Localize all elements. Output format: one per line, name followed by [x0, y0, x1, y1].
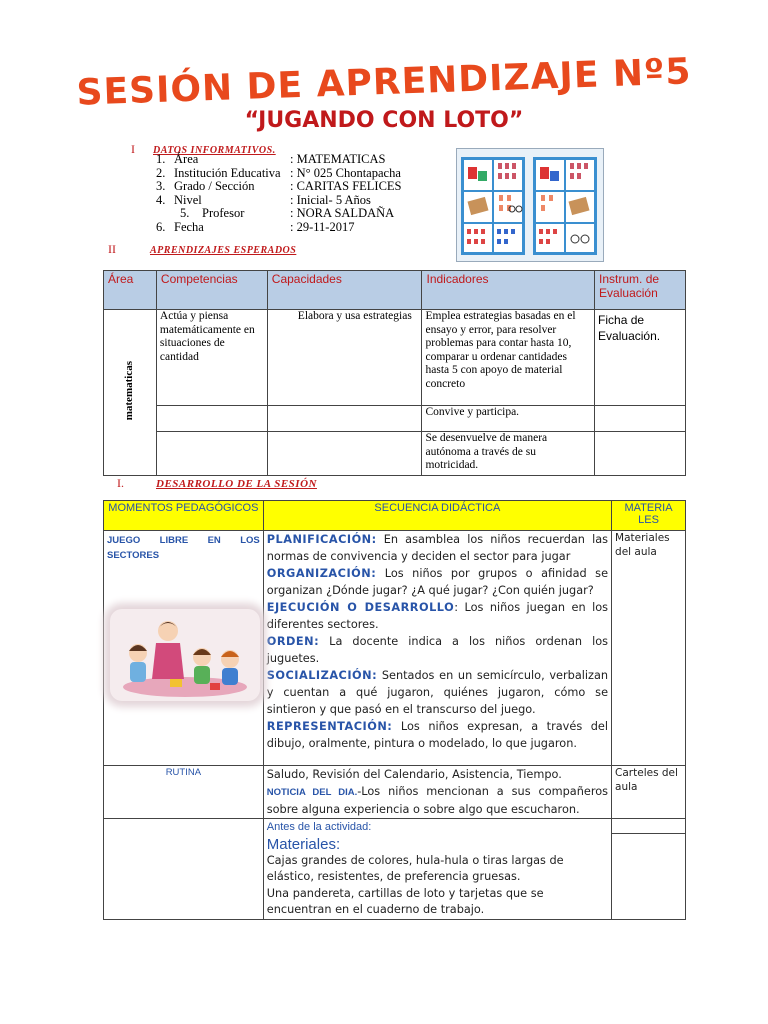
section-3-heading: I. DESARROLLO DE LA SESIÓN: [117, 476, 317, 490]
area-value: matematicas: [123, 360, 136, 420]
children-playing-icon: [110, 609, 260, 701]
info-row: 2. Institución Educativa : N° 025 Chontapacha: [156, 165, 401, 180]
header-capacidades: Capacidades: [267, 271, 422, 310]
antes-label: Antes de la actividad:: [266, 821, 372, 833]
header-momentos: MOMENTOS PEDAGÓGICOS: [104, 501, 264, 531]
loto-grid-icon: [457, 149, 603, 261]
materiales-juego-libre: Materiales del aula: [612, 531, 686, 766]
momento-juego-libre: JUEGO LIBRE EN LOS SECTORES: [107, 535, 260, 561]
step-orden: ORDEN: La docente indica a los niños ordenan los juguetes.: [266, 635, 609, 665]
secuencia-juego-libre: [263, 531, 611, 766]
instrumento-cell: Ficha de Evaluación.: [595, 310, 686, 406]
secuencia-rutina: Saludo, Revisión del Calendario, Asistencia, Tiempo. NOTICIA DEL DIA.-Los niños mencionan a sus compañeros sobre alguna experiencia o sobre algo que escucharon.: [263, 766, 611, 819]
info-row: 4. Nivel : Inicial- 5 Años: [156, 192, 371, 207]
materiales-title: Materiales:: [266, 835, 341, 853]
capacidad-cell: Elabora y usa estrategias: [267, 310, 422, 406]
materiales-item: Cajas grandes de colores, hula-hula o tiras largas de elástico, resistentes, de preferencia gruesas.: [266, 853, 564, 883]
indicador-cell: Convive y participa.: [422, 406, 595, 432]
header-secuencia: SECUENCIA DIDÁCTICA: [263, 501, 611, 531]
info-row: 3. Grado / Sección : CARITAS FELICES: [156, 179, 402, 194]
section-2-heading: II APRENDIZAJES ESPERADOS: [108, 242, 297, 256]
header-area: Área: [104, 271, 157, 310]
step-socializacion: SOCIALIZACIÓN: Sentados en un semicírculo, verbalizan y cuentan a qué jugaron, quiénes jugaron, cómo se sintieron y que pasó en el transcurso del juego.: [266, 669, 609, 716]
indicador-cell: Emplea estrategias basadas en el ensayo y error, para resolver problemas para contar hasta 10, comparar u ordenar cantidades hasta 5 con apoyo de material concreto: [422, 310, 595, 406]
info-row: 5. Profesor : NORA SALDAÑA: [180, 206, 395, 221]
header-instrumento: Instrum. de Evaluación: [595, 271, 686, 310]
section-1-heading: I DATOS INFORMATIVOS.: [131, 142, 276, 156]
info-list: [156, 153, 456, 235]
learning-table: [103, 270, 686, 476]
session-subtitle: “JUGANDO CON LOTO”: [244, 108, 524, 133]
session-table: [103, 500, 686, 920]
header-materiales: MATERIA LES: [612, 501, 686, 531]
header-indicadores: Indicadores: [422, 271, 595, 310]
children-illustration: [110, 609, 260, 701]
info-row: 6. Fecha : 29-11-2017: [156, 219, 355, 234]
step-representacion: REPRESENTACIÓN: Los niños expresan, a través del dibujo, oralmente, pintura o modelado, lo que jugaron.: [266, 720, 609, 750]
info-row: 1. Área : MATEMATICAS: [156, 152, 386, 166]
step-organizacion: ORGANIZACIÓN: Los niños por grupos o afinidad se organizan ¿Dónde jugar? ¿A qué jugar? ¿Con quién jugar?: [266, 567, 609, 597]
step-ejecucion: EJECUCIÓN O DESARROLLO: Los niños juegan en los diferentes sectores.: [266, 601, 609, 631]
momento-rutina: RUTINA: [165, 767, 202, 778]
materiales-item: Una pandereta, cartillas de loto y tarjetas que se encuentran en el cuaderno de trabajo.: [266, 886, 544, 916]
competencia-cell: Actúa y piensa matemáticamente en situaciones de cantidad: [156, 310, 267, 406]
header-competencias: Competencias: [156, 271, 267, 310]
step-planificacion: PLANIFICACIÓN: En asamblea los niños recuerdan las normas de convivencia y deciden el sector para jugar: [266, 533, 609, 563]
indicador-cell: Se desenvuelve de manera autónoma a través de su motricidad.: [422, 432, 595, 476]
session-title: SESIÓN DE APRENDIZAJE Nº5: [75, 51, 693, 114]
loto-card-image: [456, 148, 604, 262]
noticia-label: NOTICIA DEL DIA.: [266, 787, 358, 798]
materiales-rutina: Carteles del aula: [612, 766, 686, 819]
